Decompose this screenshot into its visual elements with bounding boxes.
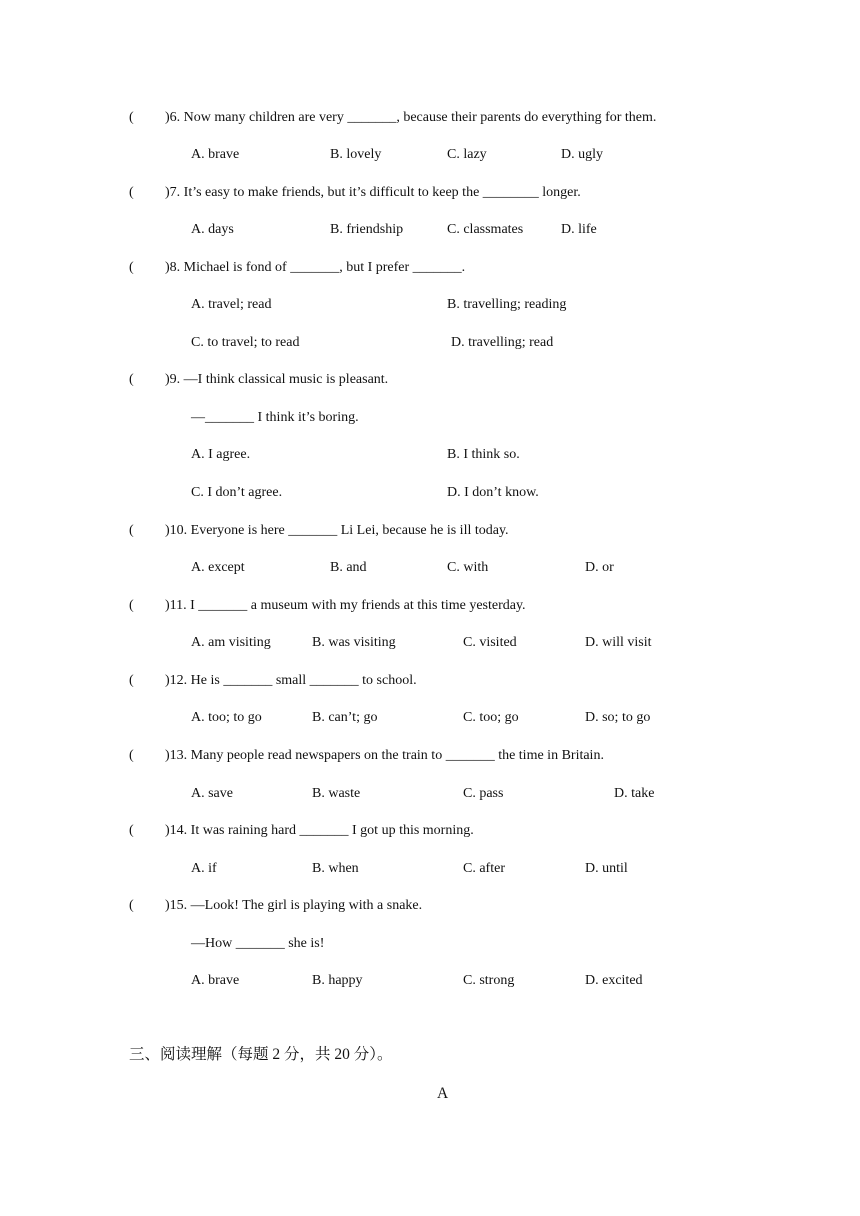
dialogue-reply: —How _______ she is! — [191, 936, 325, 951]
option-a: A. am visiting — [191, 635, 271, 650]
option-d: D. ugly — [561, 147, 603, 162]
answer-paren: ( — [129, 598, 134, 613]
question-stem: )8. Michael is fond of _______, but I prefer _______. — [165, 260, 466, 275]
option-b: B. happy — [312, 973, 363, 988]
option-c: C. to travel; to read — [191, 335, 300, 350]
option-a: A. days — [191, 222, 234, 237]
option-a: A. save — [191, 786, 233, 801]
option-a: A. except — [191, 560, 245, 575]
option-b: B. when — [312, 861, 359, 876]
option-b: B. waste — [312, 786, 361, 801]
option-c: C. visited — [463, 635, 517, 650]
option-d: D. take — [614, 786, 655, 801]
option-b: B. friendship — [330, 222, 404, 237]
option-c: C. classmates — [447, 222, 524, 237]
answer-paren: ( — [129, 372, 134, 387]
option-c: C. with — [447, 560, 489, 575]
option-a: A. I agree. — [191, 447, 251, 462]
option-d: D. life — [561, 222, 597, 237]
option-a: A. too; to go — [191, 710, 262, 725]
option-d: D. until — [585, 861, 628, 876]
option-d: D. excited — [585, 973, 643, 988]
question-stem: )7. It’s easy to make friends, but it’s difficult to keep the ________ longer. — [165, 185, 581, 200]
option-d: D. or — [585, 560, 614, 575]
option-d: D. will visit — [585, 635, 652, 650]
option-c: C. I don’t agree. — [191, 485, 283, 500]
answer-paren: ( — [129, 748, 134, 763]
option-c: C. after — [463, 861, 505, 876]
option-b: B. lovely — [330, 147, 382, 162]
question-stem: )10. Everyone is here _______ Li Lei, because he is ill today. — [165, 523, 509, 538]
option-b: B. can’t; go — [312, 710, 378, 725]
answer-paren: ( — [129, 185, 134, 200]
answer-paren: ( — [129, 673, 134, 688]
option-b: B. travelling; reading — [447, 297, 567, 312]
option-c: C. pass — [463, 786, 504, 801]
section-heading: 三、阅读理解（每题 2 分，共 20 分）。 — [129, 1046, 393, 1063]
option-d: D. so; to go — [585, 710, 651, 725]
answer-paren: ( — [129, 260, 134, 275]
answer-paren: ( — [129, 898, 134, 913]
question-stem: )11. I _______ a museum with my friends at this time yesterday. — [165, 598, 526, 613]
passage-label: A — [437, 1085, 449, 1102]
question-stem: )13. Many people read newspapers on the train to _______ the time in Britain. — [165, 748, 604, 763]
dialogue-reply: —_______ I think it’s boring. — [191, 410, 359, 425]
option-b: B. was visiting — [312, 635, 396, 650]
option-d: D. I don’t know. — [447, 485, 539, 500]
option-d: D. travelling; read — [451, 335, 554, 350]
option-c: C. too; go — [463, 710, 519, 725]
option-b: B. I think so. — [447, 447, 520, 462]
question-stem: )6. Now many children are very _______, because their parents do everything for them. — [165, 110, 657, 125]
option-c: C. strong — [463, 973, 515, 988]
question-stem: )12. He is _______ small _______ to school. — [165, 673, 417, 688]
question-stem: )9. —I think classical music is pleasant. — [165, 372, 389, 387]
option-a: A. brave — [191, 973, 240, 988]
option-a: A. brave — [191, 147, 240, 162]
question-stem: )15. —Look! The girl is playing with a snake. — [165, 898, 423, 913]
answer-paren: ( — [129, 523, 134, 538]
answer-paren: ( — [129, 110, 134, 125]
option-b: B. and — [330, 560, 367, 575]
answer-paren: ( — [129, 823, 134, 838]
option-a: A. travel; read — [191, 297, 272, 312]
option-c: C. lazy — [447, 147, 487, 162]
option-a: A. if — [191, 861, 217, 876]
question-stem: )14. It was raining hard _______ I got up this morning. — [165, 823, 474, 838]
